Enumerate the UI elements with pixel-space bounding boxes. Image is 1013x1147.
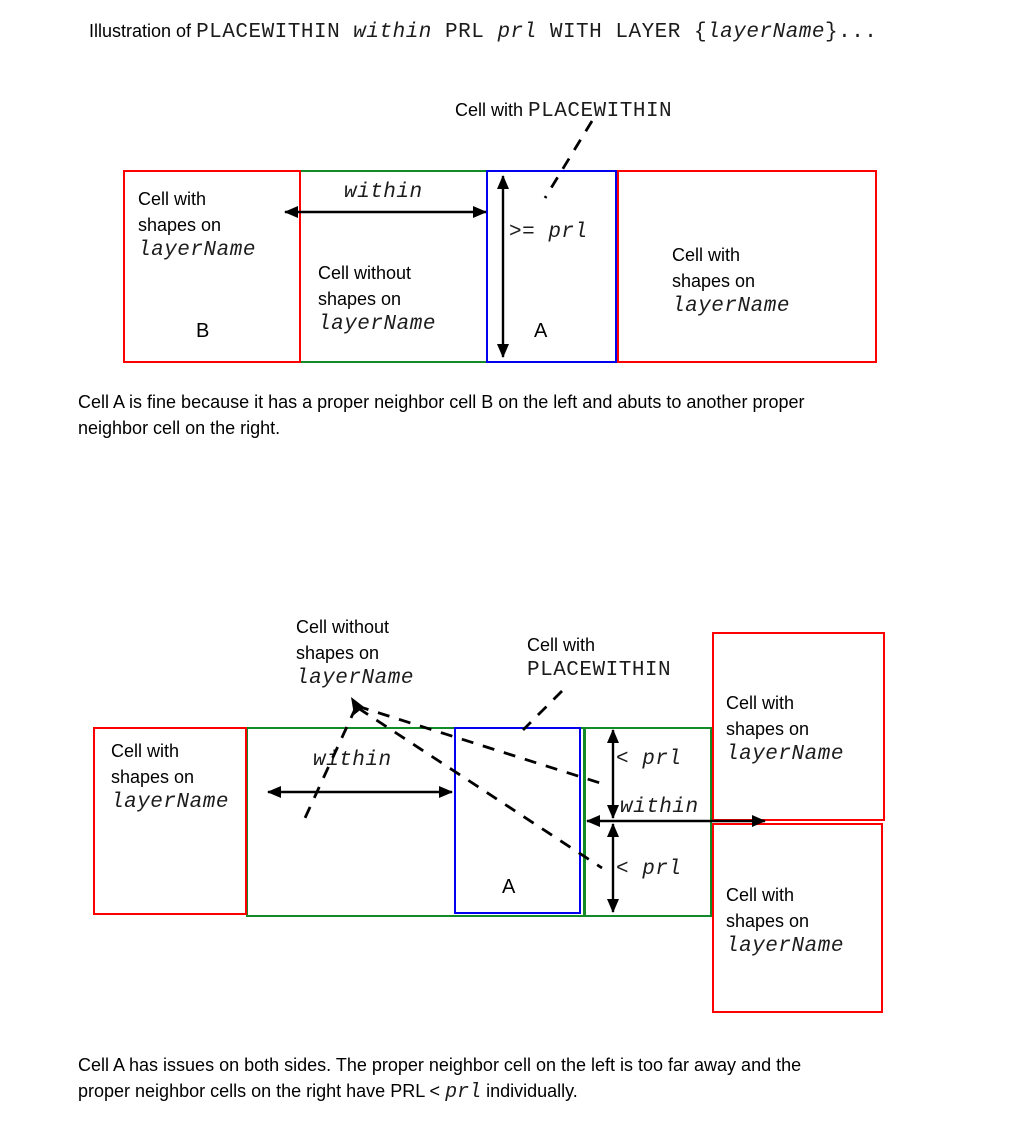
d2-rb-line1: Cell with	[726, 885, 795, 905]
d1-a-tag: A	[534, 320, 548, 342]
title-code-ellipsis: }...	[825, 21, 878, 44]
d2-callout-without-label	[296, 614, 414, 692]
d2-rt-line1: Cell with	[726, 693, 795, 713]
d2-within-right-label	[620, 795, 699, 821]
caption-1	[78, 389, 804, 441]
d1-b-line2: shapes on	[138, 215, 222, 235]
d1-b-line1: Cell with	[138, 189, 207, 209]
title-code-withlayer: WITH LAYER {	[536, 21, 708, 44]
title-prefix: Illustration of	[89, 21, 197, 41]
d2-prl-upper-text: prl	[642, 748, 682, 771]
d2-rb-line2: shapes on	[726, 911, 810, 931]
caption-2	[78, 1052, 801, 1106]
d2-lt-lower: <	[616, 858, 643, 881]
d2-rt-layername: layerName	[726, 743, 844, 766]
d2-callout-with-label	[527, 632, 671, 684]
d2-co-wo-line1: Cell without	[296, 617, 390, 637]
d2-co-w-line1: Cell with	[527, 635, 596, 655]
d2-prl-lower-label	[616, 857, 682, 883]
caption-2-line2a: proper neighbor cells on the right have PRL <	[78, 1081, 446, 1101]
d1-prl-label	[509, 220, 588, 246]
d2-left-line1: Cell with	[111, 741, 180, 761]
title-param-within: within	[353, 21, 432, 44]
d2-callout-without-arrowhead	[351, 697, 364, 715]
d2-within-right-text: within	[620, 796, 699, 819]
d1-mid-layername: layerName	[318, 313, 436, 336]
d2-a-tag: A	[502, 876, 516, 898]
d1-r-layername: layerName	[672, 295, 790, 318]
d1-cell-right-label	[672, 242, 790, 320]
caption-2-line2b: individually.	[481, 1081, 578, 1101]
figure-title	[89, 16, 877, 48]
d2-cell-left-label	[111, 738, 229, 816]
title-param-prl: prl	[497, 21, 537, 44]
d2-co-wo-line2: shapes on	[296, 643, 380, 663]
caption-1-line2: neighbor cell on the right.	[78, 418, 281, 438]
d2-left-layername: layerName	[111, 791, 229, 814]
d1-cell-without-label	[318, 260, 436, 338]
d1-cell-b-label	[138, 186, 256, 264]
d1-r-line1: Cell with	[672, 245, 741, 265]
d2-prl-lower-text: prl	[642, 858, 682, 881]
d2-left-line2: shapes on	[111, 767, 195, 787]
d2-rb-layername: layerName	[726, 935, 844, 958]
caption-2-line1: Cell A has issues on both sides. The proper neighbor cell on the left is too far away and the	[78, 1055, 802, 1075]
title-code-prl: PRL	[431, 21, 498, 44]
d1-callout-plain: Cell with	[455, 100, 529, 120]
d2-prl-upper-label	[616, 747, 682, 773]
d1-within-label	[344, 180, 423, 206]
d2-callout-with-dash	[523, 691, 562, 730]
d1-b-tag: B	[196, 320, 210, 342]
d2-within-label	[313, 748, 392, 774]
d1-within-text: within	[344, 181, 423, 204]
d1-r-line2: shapes on	[672, 271, 756, 291]
caption-2-prl: prl	[445, 1081, 482, 1104]
d2-cell-right-top-label	[726, 690, 844, 768]
d1-ge-op: >=	[509, 221, 549, 244]
caption-1-line1: Cell A is fine because it has a proper neighbor cell B on the left and abuts to another proper	[78, 392, 805, 412]
d2-co-w-code: PLACEWITHIN	[527, 659, 672, 682]
d2-cell-right-bottom-label	[726, 882, 844, 960]
d2-cell-a-rect	[454, 727, 581, 914]
d2-co-wo-layername: layerName	[296, 667, 414, 690]
title-code-placewithin: PLACEWITHIN	[196, 21, 354, 44]
title-param-layername: layerName	[707, 21, 825, 44]
d2-lt-upper: <	[616, 748, 643, 771]
d1-mid-line1: Cell without	[318, 263, 412, 283]
d1-cell-a-rect	[486, 170, 617, 363]
d1-prl-text: prl	[548, 221, 588, 244]
caption-2-line2	[78, 1078, 801, 1106]
d1-b-layername: layerName	[138, 239, 256, 262]
d1-callout-code: PLACEWITHIN	[528, 100, 673, 123]
d1-callout-placewithin	[455, 97, 672, 125]
d1-mid-line2: shapes on	[318, 289, 402, 309]
d2-within-text: within	[313, 749, 392, 772]
d2-rt-line2: shapes on	[726, 719, 810, 739]
